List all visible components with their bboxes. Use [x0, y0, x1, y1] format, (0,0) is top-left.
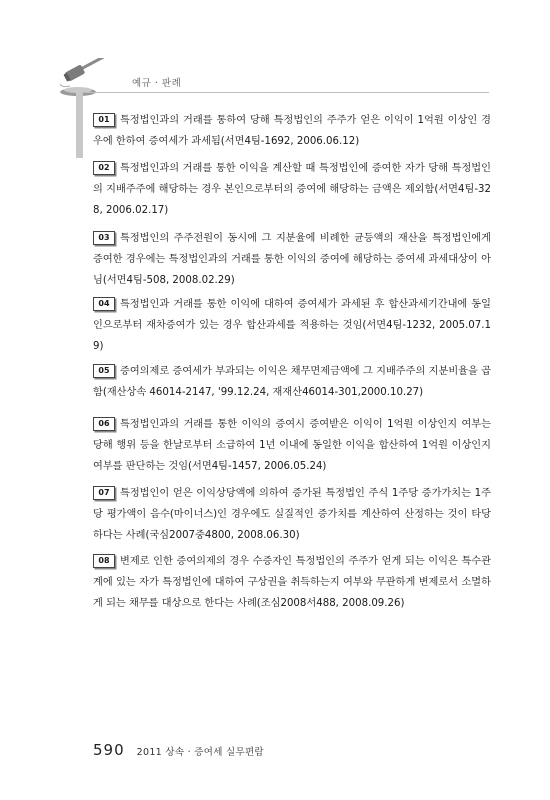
- ruling-item: [93, 158, 491, 221]
- ruling-item: [93, 110, 491, 152]
- section-label: 예규 · 판례: [132, 78, 182, 89]
- page-header: [0, 0, 550, 110]
- ruling-item: [93, 294, 491, 357]
- ruling-item: [93, 483, 491, 546]
- item-text: 특정법인이 얻은 이익상당액에 의하여 증가된 특정법인 주식 1주당 증가가치는 1주당 평가액이 음수(마이너스)인 경우에도 실질적인 증가치를 계산하여 산정하는 것이 타당하다는 사례(국심2007중4800, 2008.06.30): [93, 488, 491, 541]
- book-title: 2011 상속 · 증여세 실무편람: [136, 747, 264, 758]
- ruling-item: [93, 551, 491, 614]
- ruling-item: [93, 228, 491, 291]
- item-number-badge: 08: [93, 554, 115, 568]
- item-text: 증여의제로 증여세가 부과되는 이익은 채무면제금액에 그 지배주주의 지분비율을 곱함(재산상속 46014-2147, '99.12.24, 재재산46014-301,2000.10.27): [93, 366, 491, 398]
- item-number-badge: 02: [93, 161, 115, 175]
- item-text: 특정법인과의 거래를 통하여 당해 특정법인의 주주가 얻은 이익이 1억원 이상인 경우에 한하여 증여세가 과세됨(서면4팀-1692, 2006.06.12): [93, 115, 491, 147]
- item-text: 변제로 인한 증여의제의 경우 수증자인 특정법인의 주주가 얻게 되는 이익은 특수관계에 있는 자가 특정법인에 대하여 구상권을 취득하는지 여부와 무관하게 변제로서 소멸하게 되는 채무를 대상으로 한다는 사례(조심2008서488, 2008.09.26): [93, 556, 491, 609]
- item-number-badge: 03: [93, 231, 115, 245]
- ruling-item: [93, 361, 491, 403]
- item-text: 특정법인의 주주전원이 동시에 그 지분율에 비례한 균등액의 재산을 특정법인에게 증여한 경우에는 특정법인과의 거래를 통한 이익의 증여에 해당하는 증여세 과세대상이 아님(서면4팀-508, 2008.02.29): [93, 233, 491, 286]
- page-footer: [93, 740, 264, 759]
- ruling-item: [93, 414, 491, 477]
- page-number: 590: [93, 741, 125, 759]
- item-text: 특정법인과의 거래를 통한 이익의 증여시 증여받은 이익이 1억원 이상인지 여부는 당해 행위 등을 한날로부터 소급하여 1년 이내에 동일한 이익을 합산하여 1억원 이상인지 여부를 판단하는 것임(서면4팀-1457, 2006.05.24): [93, 419, 491, 472]
- side-accent-bar: [76, 92, 83, 158]
- header-divider: [76, 92, 489, 93]
- item-number-badge: 05: [93, 364, 115, 378]
- item-text: 특정법인과의 거래를 통한 이익을 계산할 때 특정법인에 증여한 자가 당해 특정법인의 지배주주에 해당하는 경우 본인으로부터의 증여에 해당하는 금액은 제외함(서면4팀-328, 2006.02.17): [93, 163, 491, 216]
- item-number-badge: 04: [93, 297, 115, 311]
- item-number-badge: 07: [93, 486, 115, 500]
- item-number-badge: 01: [93, 113, 115, 127]
- item-number-badge: 06: [93, 417, 115, 431]
- item-text: 특정법인과 거래를 통한 이익에 대하여 증여세가 과세된 후 합산과세기간내에 동일인으로부터 재차증여가 있는 경우 합산과세를 적용하는 것임(서면4팀-1232, 2005.07.19): [93, 299, 491, 352]
